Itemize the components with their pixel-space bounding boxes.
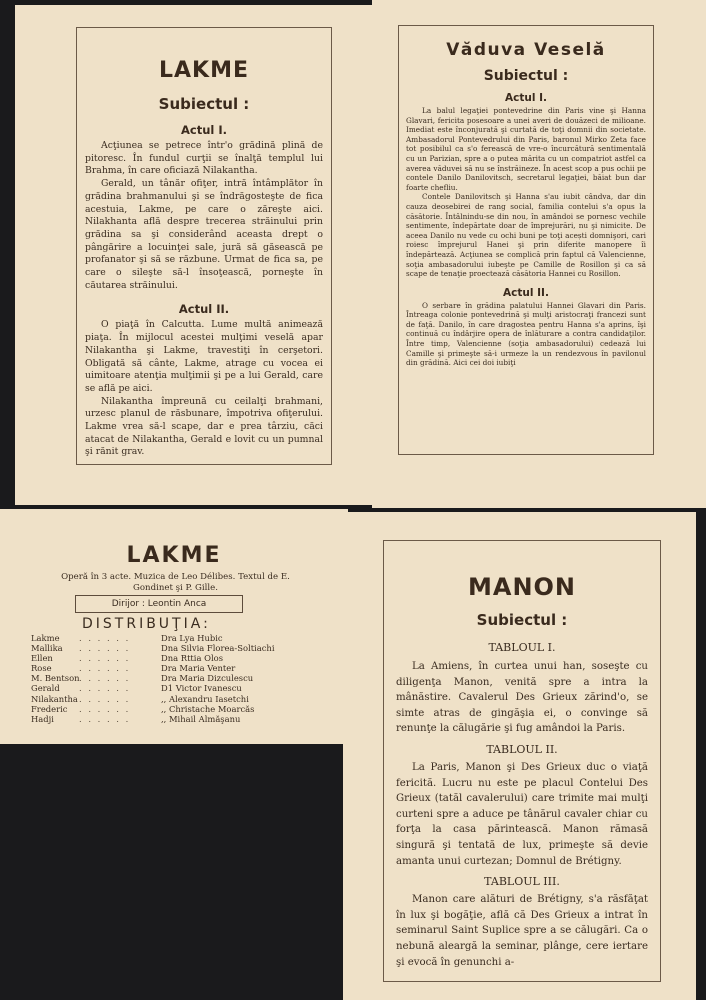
cast-dots: . . . . . . bbox=[79, 683, 131, 694]
lakme-cast-sheet bbox=[0, 509, 348, 744]
cast-dots: . . . . . . bbox=[79, 673, 131, 684]
manon-subtitle: Subiectul : bbox=[476, 611, 568, 629]
manon-title: MANON bbox=[467, 573, 577, 601]
cast-dots: . . . . . . bbox=[79, 703, 131, 714]
conductor-name: Dirijor : Leontin Anca bbox=[111, 599, 207, 609]
cast-role: Rose bbox=[31, 663, 52, 674]
cast-singer: ,, Christache Moarcăs bbox=[161, 703, 255, 714]
vaduva-subject-sheet bbox=[372, 0, 706, 508]
cast-role: Gerald bbox=[31, 683, 60, 694]
cast-row bbox=[31, 704, 331, 714]
manon-t3-heading: TABLOUL III. bbox=[484, 875, 560, 889]
cast-dots: . . . . . . bbox=[79, 713, 131, 724]
manon-t2-text: La Paris, Manon şi Des Grieux duc o viaţă fericită. Lucru nu este pe placul Contelui Des Grieux (tatăl cavalerului) care trimite mai mulţi curteni spre a aduce pe tânărul cavaler chiar cu forţa la casa părintească. Manon rămasă singură şi tentată de lux, primeşte să devie amanta unui curtezan; Domnul de Brétigny. bbox=[396, 761, 648, 867]
cast-row bbox=[31, 663, 331, 673]
vaduva-title: Văduva Veselă bbox=[446, 40, 606, 60]
cast-role: Hadji bbox=[31, 713, 54, 724]
lakme-act1-paragraph: Gerald, un tânăr ofiţer, intră întâmplător în grădina brahmanului şi se îndrăgosteşte de fica acestuia, Lakme, pe care o zăreşte aici. Nilakhanta află despre trecerea străinului prin grădina sa şi considerând aceasta drept o pângărire a locuinţei sale, jură să găsească pe profanator şi să se răzbune. Urmat de fica sa, pe care o sileşte să-l însoţească, porneşte în căutarea străinului. bbox=[85, 178, 323, 291]
vaduva-act2-heading: Actul II. bbox=[503, 286, 549, 299]
vaduva-act2-paragraph: O serbare în grădina palatului Hannei Glavari din Paris. Întreaga colonie pontevedrină şi mulţi aristocraţi francezi sunt de faţă. Danilo, în care dragostea pentru Hanna s'a aprins, îşi continuă cu îndârjire opera de înlăturare a contra candidaţilor. Între timp, Valencienne (soţia ambasadorului) cedează lui Camille şi primeşte să-i urmeze la un rendezvous în pavilonul din grădină. Aici cei doi iubiţi bbox=[406, 300, 646, 368]
cast-singer: Dra Lya Hubic bbox=[161, 633, 223, 643]
cast-singer: ,, Alexandru Iasetchi bbox=[161, 693, 249, 704]
vaduva-subtitle: Subiectul : bbox=[483, 68, 569, 84]
lakme-act2-paragraph: O piaţă în Calcutta. Lume multă animează piaţa. În mijlocul acestei mulţimi veselă apar Nilakantha şi Lakme, travestiţi în cerşetori. Obligată să cânte, Lakme, atrage cu vocea ei uimitoare atenţia mulţimii şi pe a lui Gerald, care se află pe aici. bbox=[85, 319, 323, 394]
manon-t1-heading: TABLOUL I. bbox=[488, 641, 556, 654]
vaduva-subject-frame bbox=[398, 25, 654, 455]
cast-singer: D1 Victor Ivanescu bbox=[161, 683, 242, 694]
cast-role: M. Bentson bbox=[31, 673, 80, 684]
cast-role: Ellen bbox=[31, 653, 53, 664]
lakme-act1-body bbox=[85, 140, 323, 292]
cast-dots: . . . . . . bbox=[79, 653, 131, 664]
lakme-subject-sheet bbox=[15, 5, 378, 505]
cast-singer: Dra Maria Dizculescu bbox=[161, 673, 254, 684]
manon-subject-sheet bbox=[343, 512, 696, 1000]
vaduva-act2-body bbox=[406, 301, 646, 368]
cast-dots: . . . . . . bbox=[79, 663, 131, 674]
lakme-act2-heading: Actul II. bbox=[178, 302, 230, 317]
cast-role: Lakme bbox=[31, 633, 60, 643]
lakme-subject-frame bbox=[76, 27, 332, 465]
cast-singer: Dna Silvia Florea-Soltiachi bbox=[161, 643, 275, 654]
cast-row bbox=[31, 643, 331, 653]
manon-t2-heading: TABLOUL II. bbox=[486, 742, 558, 756]
lakme-act2-body bbox=[85, 319, 323, 459]
lakme-act2-paragraph: Nilakantha împreună cu ceilalţi brahmani, urzesc planul de răsbunare, împotriva ofiţerului. Lakme vrea să-l scape, dar e prea târziu, căci atacat de Nilakantha, Gerald e lovit cu un pumnal şi rănit grav. bbox=[85, 395, 323, 458]
lakme-cast-info: Operă în 3 acte. Muzica de Leo Délibes. Textul de E. Gondinet şi P. Gille. bbox=[61, 572, 290, 593]
cast-role: Mallika bbox=[31, 643, 63, 654]
manon-subject-frame bbox=[383, 540, 661, 982]
lakme-subtitle: Subiectul : bbox=[158, 95, 250, 113]
lakme-conductor-box bbox=[75, 595, 243, 613]
cast-singer: Dra Maria Venter bbox=[161, 663, 236, 674]
cast-heading: DISTRIBUŢIA: bbox=[82, 616, 211, 632]
cast-singer: Dna Rttia Olos bbox=[161, 653, 224, 664]
cast-singer: ,, Mihail Almăşanu bbox=[161, 713, 241, 724]
manon-t3-text: Manon care alături de Brétigny, s'a răsfăţat în lux şi bogăţie, află că Des Grieux a intrat în seminarul Saint Suplice spre a se călugări. Ca o nebună aleargă la seminar, plânge, cere iertare şi evocă în genunchi a- bbox=[396, 894, 648, 968]
cast-dots: . . . . . . bbox=[79, 633, 131, 643]
vaduva-act1-paragraph: La balul legaţiei pontevedrine din Paris vine şi Hanna Glavari, fericita posesoare a unei averi de douăzeci de milioane. Imediat este înconjurată şi curtată de toţi domnii din societate. Ambasadorul Pontevedrului din Paris, baronul Mirko Zeta face tot posibilul ca s'o ferească de vre-o încurcătură sentimentală cu un Parizian, spre a o putea mărita cu un compatriot astfel ca averea văduvei să nu se înstrăineze. În acest scop a pus ochii pe contele Danilo Danilovitsch, secretarul legaţiei, băiat bun dar foarte chefliu. bbox=[406, 106, 646, 192]
lakme-title: LAKME bbox=[158, 58, 249, 83]
cast-row bbox=[31, 633, 331, 643]
cast-row bbox=[31, 683, 331, 693]
lakme-act1-heading: Actul I. bbox=[181, 123, 227, 137]
cast-row bbox=[31, 653, 331, 663]
vaduva-act1-heading: Actul I. bbox=[505, 92, 547, 104]
cast-row bbox=[31, 694, 331, 704]
vaduva-act1-body bbox=[406, 106, 646, 279]
lakme-act1-paragraph: Acţiunea se petrece într'o grădină plină de pitoresc. În fundul curţii se înalţă templul lui Brahma, în care oficiază Nilakantha. bbox=[85, 140, 323, 177]
cast-role: Nilakantha bbox=[31, 693, 78, 704]
lakme-cast-title: LAKME bbox=[126, 543, 222, 568]
vaduva-act1-paragraph: Contele Danilovitsch şi Hanna s'au iubit cândva, dar din cauza deosebirei de rang social, familia contelui s'a opus la căsătorie. Întâlnindu-se din nou, în amândoi se pornesc vechile sentimente, îndepărtate doar de împrejurări, nu şi nimicite. De aceea Danilo nu vede cu ochi buni pe toţi acești domnişori, cari roiesc împrejurul Hanei şi prin diferite manopere îi îndepărtează. Acţiunea se complică prin faptul că Valencienne, soţia ambasadorului iubeşte pe Camille de Rosillon şi ca să scape de tenaţie proectează căsătoria Hannei cu Rosillon. bbox=[406, 192, 646, 279]
cast-dots: . . . . . . bbox=[79, 643, 131, 654]
cast-row bbox=[31, 714, 331, 724]
cast-dots: . . . . . . bbox=[79, 693, 131, 704]
cast-row bbox=[31, 673, 331, 683]
cast-role: Frederic bbox=[31, 703, 68, 714]
cast-list bbox=[31, 633, 331, 724]
manon-t1-text: La Amiens, în curtea unui han, soseşte cu diligenţa Manon, venită spre a intra la mânăstire. Cavalerul Des Grieux zărind'o, se simte atras de gingăşia ei, o convinge să renunţe la călugărie şi fug amândoi la Paris. bbox=[396, 661, 648, 735]
